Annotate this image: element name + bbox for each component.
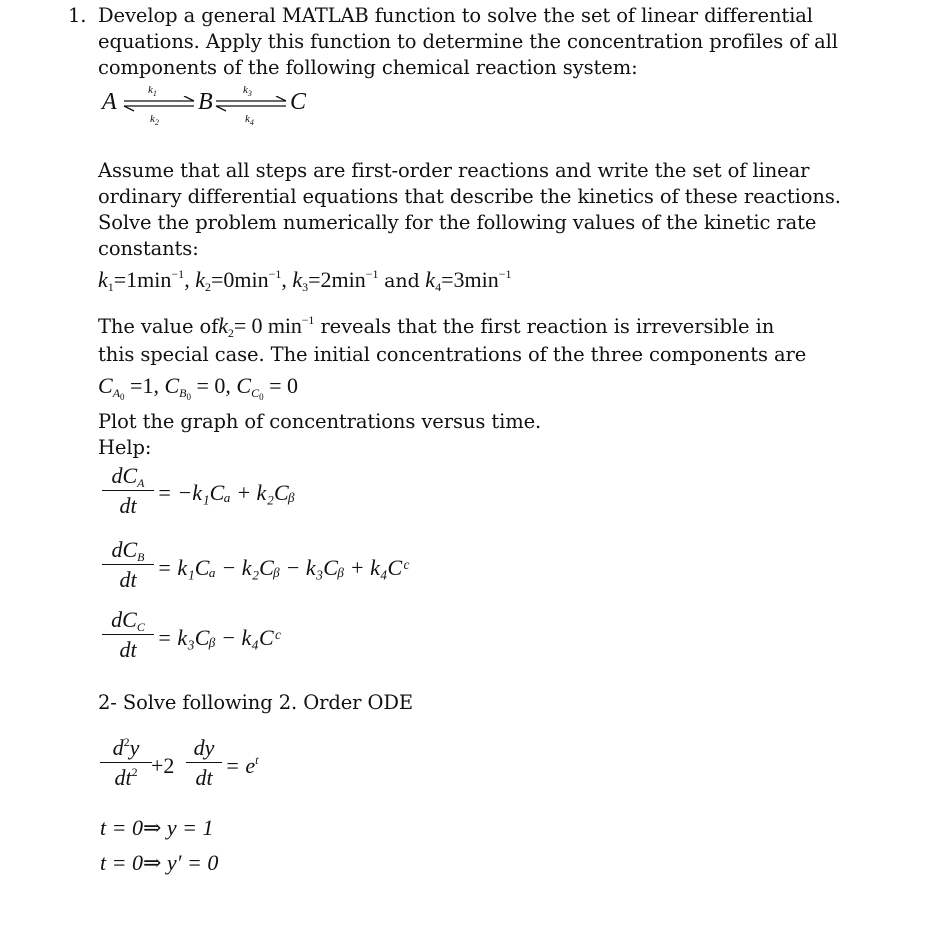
help-label: Help: xyxy=(98,436,152,459)
equation-1-fraction: $dC_A$ dt xyxy=(102,464,154,518)
ode-plus-two: +2 xyxy=(151,753,175,778)
question-1-number: 1. xyxy=(68,4,87,27)
rate-label-k1: $k_1$ xyxy=(148,84,157,99)
assume-line-1: Assume that all steps are first-order reactions and write the set of linear xyxy=(98,159,810,182)
equation-3-fraction: $dC_C$ dt xyxy=(102,608,154,662)
question-2-heading: 2- Solve following 2. Order ODE xyxy=(98,691,414,714)
assume-line-2: ordinary differential equations that describe the kinetics of these reactions. xyxy=(98,185,841,208)
initial-condition-2: t = 0⇒ y′ = 0 xyxy=(100,850,219,875)
species-b: B xyxy=(198,89,213,115)
rate-label-k2: $k_2$ xyxy=(150,113,159,128)
species-c: C xyxy=(290,89,307,115)
special-case-line: this special case. The initial concentrations of the three components are xyxy=(98,343,807,366)
question-1-intro-line-2: equations. Apply this function to determine the concentration profiles of all xyxy=(98,30,838,53)
assume-line-3: Solve the problem numerically for the following values of the kinetic rate xyxy=(98,211,817,234)
assume-line-4: constants: xyxy=(98,237,199,260)
rate-constants-line: $k_1=1\min^{-1}$, $k_2=0\min^{-1}$, $k_3=2\min^{-1}$ and $k_4=3\min^{-1}$ xyxy=(98,267,512,294)
k2-sentence: The value ofk$_2$= 0 $\min^{-1}$ reveals that the first reaction is irreversible in xyxy=(98,313,775,340)
ode-second-derivative: $d^2y$ $dt^2$ xyxy=(100,736,152,790)
equation-2-fraction: $dC_B$ dt xyxy=(102,538,154,592)
rate-label-k4: $k_4$ xyxy=(245,113,254,128)
initial-condition-1: t = 0⇒ y = 1 xyxy=(100,815,214,840)
ode-rhs: = $e^t$ xyxy=(225,753,259,778)
equilibrium-arrow-2 xyxy=(214,96,290,112)
initial-concentrations: $C_{A_0} =1$, $C_{B_0} = 0$, $C_{C_0} = 0$ xyxy=(98,373,299,402)
equation-2-rhs: = k₁Cₐ − k₂Cᵦ − k₃Cᵦ + k₄Cᶜ xyxy=(157,555,408,580)
equation-3-rhs: = k₃Cᵦ − k₄Cᶜ xyxy=(157,625,280,650)
question-1-intro-line-3: components of the following chemical reaction system: xyxy=(98,56,638,79)
species-a: A xyxy=(102,89,117,115)
plot-instruction: Plot the graph of concentrations versus time. xyxy=(98,410,542,433)
equilibrium-arrow-1 xyxy=(122,96,198,112)
ode-first-derivative: dy dt xyxy=(186,736,222,790)
question-1-intro-line-1: Develop a general MATLAB function to solve the set of linear differential xyxy=(98,4,813,27)
rate-label-k3: $k_3$ xyxy=(243,84,252,99)
equation-1-rhs: = −k₁Cₐ + k₂Cᵦ xyxy=(157,480,295,505)
